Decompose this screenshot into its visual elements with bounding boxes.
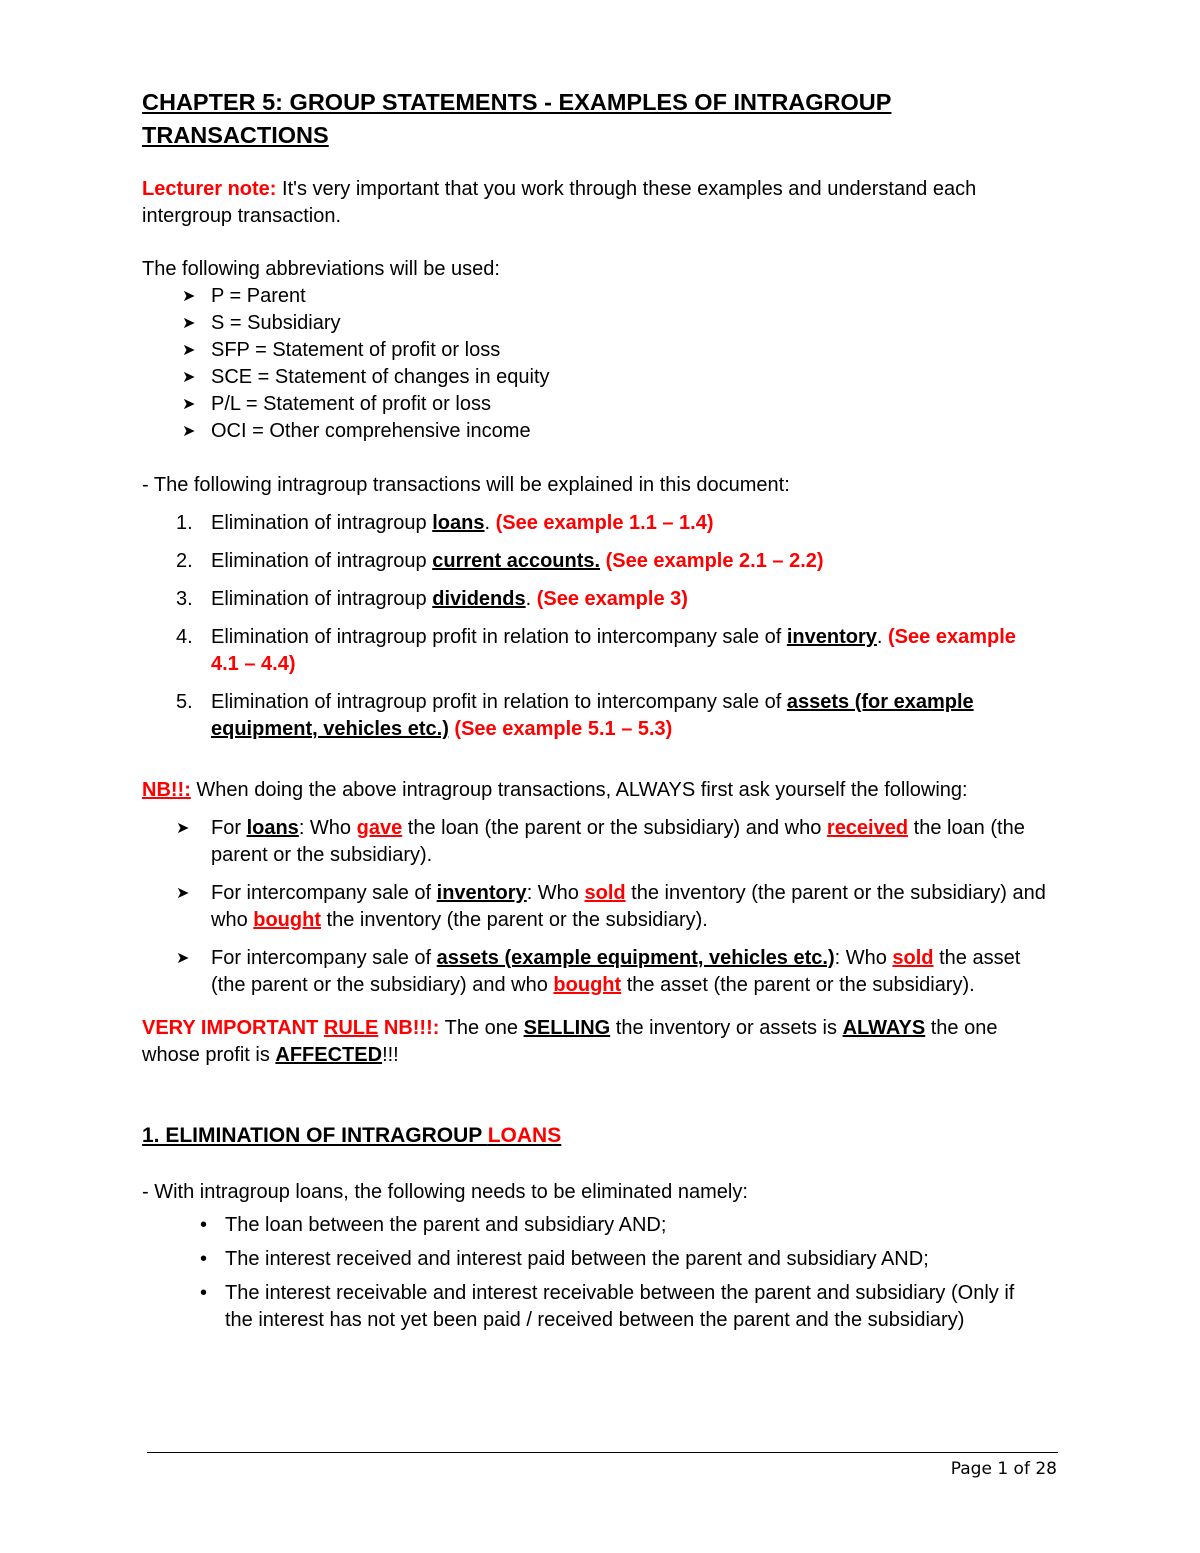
document-page xyxy=(142,86,1047,1341)
abbreviations-intro: The following abbreviations will be used: xyxy=(142,258,500,280)
list-item: ➤ For intercompany sale of assets (example equipment, vehicles etc.): Who sold the asset (the parent or the subsidiary) and who bought the asset (the parent or the subsidiary). xyxy=(176,947,1021,996)
arrow-bullet-icon: ➤ xyxy=(182,315,196,332)
list-item: 5. Elimination of intragroup profit in relation to intercompany sale of assets (for example equipment, vehicles etc.) (See example 5.1 – 5.3) xyxy=(176,691,974,740)
arrow-bullet-icon: ➤ xyxy=(182,423,196,440)
bullet-dot-icon: • xyxy=(200,1214,208,1236)
nb-questions xyxy=(142,815,1047,999)
arrow-bullet-icon: ➤ xyxy=(182,288,196,305)
list-item: 4. Elimination of intragroup profit in relation to intercompany sale of inventory. (See example 4.1 – 4.4) xyxy=(176,626,1016,675)
transactions-intro: - The following intragroup transactions will be explained in this document: xyxy=(142,474,790,496)
arrow-bullet-icon: ➤ xyxy=(176,885,190,902)
loans-intro: - With intragroup loans, the following needs to be eliminated namely: xyxy=(142,1181,748,1203)
list-item: ➤ SCE = Statement of changes in equity xyxy=(142,364,1047,391)
important-rule: VERY IMPORTANT RULE NB!!!: The one SELLING the inventory or assets is ALWAYS the one whose profit is AFFECTED!!! xyxy=(142,1017,998,1066)
list-item: ➤ S = Subsidiary xyxy=(142,310,1047,337)
arrow-bullet-icon: ➤ xyxy=(176,950,190,967)
list-item: ➤ P = Parent xyxy=(142,283,1047,310)
chapter-title: CHAPTER 5: GROUP STATEMENTS - EXAMPLES OF INTRAGROUP TRANSACTIONS xyxy=(142,89,892,148)
list-item: • The interest receivable and interest receivable between the parent and subsidiary (Only if the interest has not yet been paid / received between the parent and the subsidiary) xyxy=(200,1282,1015,1331)
list-item: 1. Elimination of intragroup loans. (See example 1.1 – 1.4) xyxy=(176,512,714,534)
arrow-bullet-icon: ➤ xyxy=(176,820,190,837)
page-number: Page 1 of 28 xyxy=(950,1459,1057,1479)
list-item: ➤ P/L = Statement of profit or loss xyxy=(142,391,1047,418)
arrow-bullet-icon: ➤ xyxy=(182,342,196,359)
bullet-dot-icon: • xyxy=(200,1248,208,1270)
lecturer-note xyxy=(142,176,1047,230)
list-item: ➤ For intercompany sale of inventory: Who sold the inventory (the parent or the subsidiary) and who bought the inventory (the parent or the subsidiary). xyxy=(176,882,1046,931)
list-item: 2. Elimination of intragroup current accounts. (See example 2.1 – 2.2) xyxy=(176,550,824,572)
nb-note: NB!!: When doing the above intragroup transactions, ALWAYS first ask yourself the following: xyxy=(142,779,968,801)
arrow-bullet-icon: ➤ xyxy=(182,369,196,386)
footer-divider xyxy=(147,1452,1058,1453)
bullet-dot-icon: • xyxy=(200,1282,208,1304)
transactions-list xyxy=(142,510,1047,743)
section-heading-loans: 1. ELIMINATION OF INTRAGROUP LOANS xyxy=(142,1124,562,1147)
arrow-bullet-icon: ➤ xyxy=(182,396,196,413)
list-item: ➤ For loans: Who gave the loan (the parent or the subsidiary) and who received the loan (the parent or the subsidiary). xyxy=(176,817,1025,866)
list-item: • The loan between the parent and subsidiary AND; xyxy=(142,1212,1047,1239)
list-item: • The interest received and interest paid between the parent and subsidiary AND; xyxy=(142,1246,1047,1273)
loans-bullets xyxy=(142,1212,1047,1334)
list-item: ➤ OCI = Other comprehensive income xyxy=(142,418,1047,445)
list-item: 3. Elimination of intragroup dividends. (See example 3) xyxy=(176,588,688,610)
nb-label: NB!!: xyxy=(142,779,191,801)
abbreviations-list xyxy=(142,283,1047,445)
lecturer-note-label: Lecturer note: xyxy=(142,178,277,200)
lecturer-note-text: It's very important that you work through these examples and understand each intergroup transaction. xyxy=(142,178,977,227)
list-item: ➤ SFP = Statement of profit or loss xyxy=(142,337,1047,364)
